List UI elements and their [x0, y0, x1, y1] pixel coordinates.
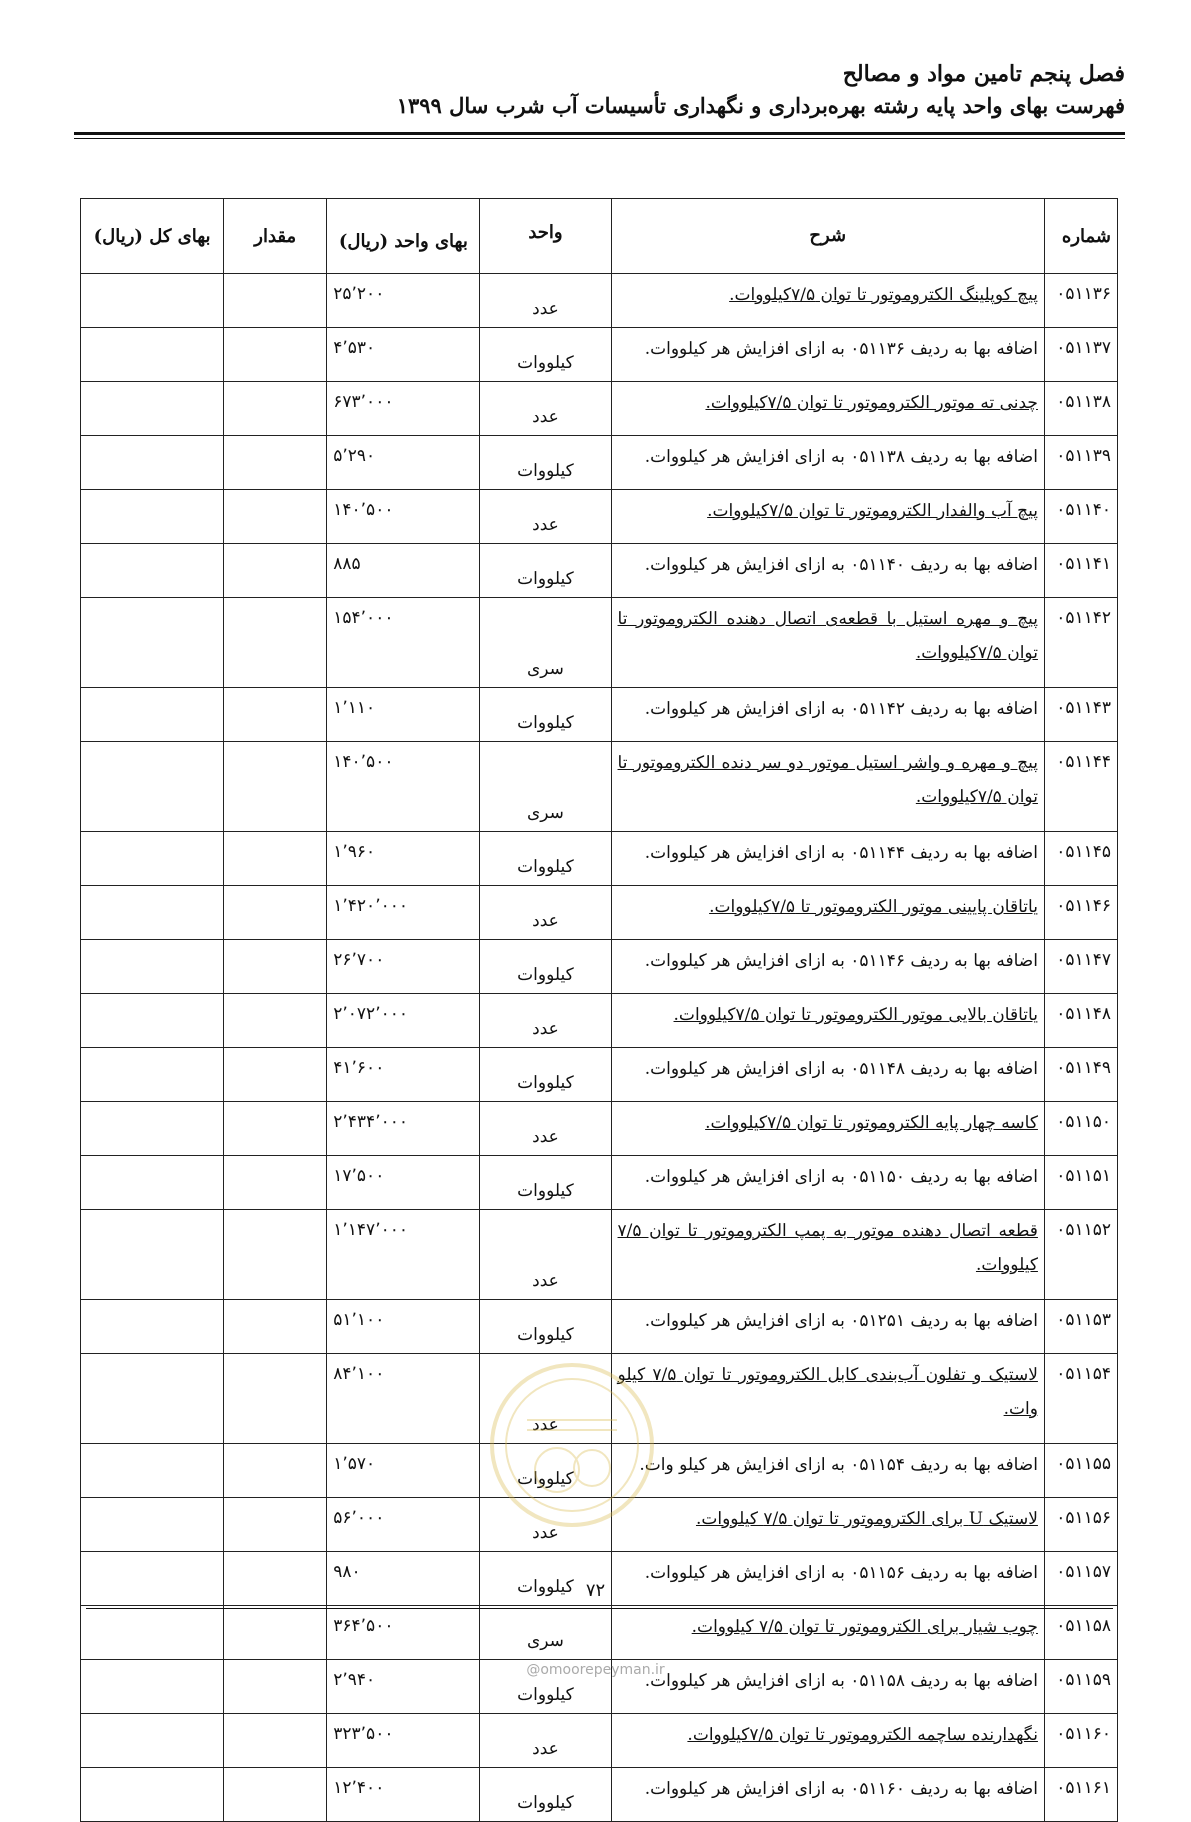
row-unit-text: کیلووات	[517, 569, 574, 589]
row-unit-text: کیلووات	[517, 1469, 574, 1489]
website-watermark: @omoorepeyman.ir	[526, 1662, 665, 1678]
row-unit-price	[327, 598, 480, 688]
row-description	[611, 1156, 1044, 1210]
row-unit-price	[327, 1102, 480, 1156]
row-description	[611, 1714, 1044, 1768]
row-quantity	[224, 1102, 327, 1156]
row-code-text: ۰۵۱۱۵۹	[1056, 1670, 1111, 1690]
row-total-price	[81, 598, 224, 688]
row-total-price	[81, 1102, 224, 1156]
row-total-price	[81, 832, 224, 886]
row-code	[1044, 436, 1117, 490]
table-row	[81, 1714, 1118, 1768]
row-code	[1044, 994, 1117, 1048]
chapter-title: فصل پنجم تامین مواد و مصالح	[842, 61, 1125, 87]
row-unit-price	[327, 1444, 480, 1498]
row-total-price	[81, 994, 224, 1048]
row-unit-text: عدد	[532, 407, 559, 427]
row-unit	[480, 1300, 611, 1354]
row-unit-text: سری	[527, 1631, 564, 1651]
row-quantity	[224, 886, 327, 940]
row-unit-text: کیلووات	[517, 965, 574, 985]
row-unit-price	[327, 1300, 480, 1354]
row-unit-price-text: ۲٬۹۴۰	[333, 1670, 376, 1690]
row-description	[611, 544, 1044, 598]
row-unit	[480, 1714, 611, 1768]
row-unit-price-text: ۲۶٬۷۰۰	[333, 950, 385, 970]
row-code	[1044, 1444, 1117, 1498]
row-unit-price-text: ۸۴٬۱۰۰	[333, 1364, 385, 1384]
row-description	[611, 886, 1044, 940]
row-quantity	[224, 1210, 327, 1300]
header-code: شماره	[1044, 199, 1117, 274]
row-code-text: ۰۵۱۱۴۷	[1056, 950, 1111, 970]
row-code-text: ۰۵۱۱۶۱	[1056, 1778, 1111, 1798]
table-row	[81, 274, 1118, 328]
row-code	[1044, 1606, 1117, 1660]
row-unit	[480, 1048, 611, 1102]
row-description	[611, 274, 1044, 328]
row-total-price	[81, 328, 224, 382]
row-description	[611, 688, 1044, 742]
row-description-text: اضافه بها به ردیف ۰۵۱۱۵۶ به ازای افزایش هر کیلووات.	[644, 1563, 1038, 1583]
row-code-text: ۰۵۱۱۴۶	[1056, 896, 1111, 916]
row-unit-price	[327, 490, 480, 544]
row-description-text: چوب شیار برای الکتروموتور تا توان ۷/۵ کیلووات.	[691, 1617, 1038, 1637]
row-unit	[480, 490, 611, 544]
table-row	[81, 1768, 1118, 1822]
table-row	[81, 490, 1118, 544]
row-description	[611, 382, 1044, 436]
table-row	[81, 544, 1118, 598]
row-description-text: اضافه بها به ردیف ۰۵۱۱۶۰ به ازای افزایش هر کیلووات.	[644, 1779, 1038, 1799]
row-code	[1044, 598, 1117, 688]
row-unit	[480, 1156, 611, 1210]
row-unit	[480, 940, 611, 994]
row-code-text: ۰۵۱۱۳۹	[1056, 446, 1111, 466]
table-row	[81, 1354, 1118, 1444]
header-unit: واحد	[480, 199, 611, 274]
page-number: ۷۲	[585, 1580, 606, 1601]
row-code	[1044, 382, 1117, 436]
row-description-text: کاسه چهار پایه الکتروموتور تا توان ۷/۵کیلووات.	[705, 1113, 1038, 1133]
row-code-text: ۰۵۱۱۴۰	[1056, 500, 1111, 520]
row-unit-text: عدد	[532, 1523, 559, 1543]
table-row	[81, 382, 1118, 436]
row-total-price	[81, 688, 224, 742]
row-description-text: لاستیک U برای الکتروموتور تا توان ۷/۵ کیلووات.	[695, 1509, 1038, 1529]
row-description-text: اضافه بها به ردیف ۰۵۱۲۵۱ به ازای افزایش هر کیلووات.	[644, 1311, 1038, 1331]
row-unit-text: عدد	[532, 911, 559, 931]
table-header-row	[81, 199, 1118, 274]
table-row	[81, 436, 1118, 490]
row-description	[611, 1300, 1044, 1354]
table-row	[81, 1300, 1118, 1354]
row-quantity	[224, 832, 327, 886]
row-description	[611, 436, 1044, 490]
row-unit-text: کیلووات	[517, 1073, 574, 1093]
row-unit-price	[327, 994, 480, 1048]
row-quantity	[224, 274, 327, 328]
row-unit-price-text: ۵٬۲۹۰	[333, 446, 376, 466]
row-code	[1044, 688, 1117, 742]
row-quantity	[224, 1444, 327, 1498]
row-unit	[480, 742, 611, 832]
row-total-price	[81, 1048, 224, 1102]
header-rule-thin	[74, 138, 1125, 139]
row-unit-text: سری	[527, 659, 564, 679]
row-unit-text: عدد	[532, 1739, 559, 1759]
row-description	[611, 1210, 1044, 1300]
table-row	[81, 886, 1118, 940]
row-description-text: قطعه اتصال دهنده موتور به پمپ الکتروموتور تا توان ۷/۵ کیلووات.	[617, 1221, 1038, 1275]
row-description	[611, 1606, 1044, 1660]
row-code	[1044, 1048, 1117, 1102]
row-quantity	[224, 544, 327, 598]
row-total-price	[81, 886, 224, 940]
row-description-text: پیچ کوپلینگ الکتروموتور تا توان ۷/۵کیلووات.	[729, 285, 1038, 305]
row-quantity	[224, 1048, 327, 1102]
row-description	[611, 490, 1044, 544]
row-code-text: ۰۵۱۱۵۵	[1056, 1454, 1111, 1474]
row-unit-price-text: ۱۴۰٬۵۰۰	[333, 752, 394, 772]
row-unit	[480, 436, 611, 490]
row-unit-price-text: ۱٬۱۱۰	[333, 698, 376, 718]
row-code-text: ۰۵۱۱۵۳	[1056, 1310, 1111, 1330]
row-unit-price-text: ۵۶٬۰۰۰	[333, 1508, 385, 1528]
row-quantity	[224, 382, 327, 436]
row-unit	[480, 1498, 611, 1552]
row-unit	[480, 994, 611, 1048]
row-quantity	[224, 1354, 327, 1444]
header-unit-price: بهای واحد (ریال)	[327, 199, 480, 274]
row-code-text: ۰۵۱۱۵۷	[1056, 1562, 1111, 1582]
row-unit-price-text: ۱۷٬۵۰۰	[333, 1166, 385, 1186]
row-unit-price	[327, 1210, 480, 1300]
row-unit-price	[327, 328, 480, 382]
row-code	[1044, 1714, 1117, 1768]
row-description	[611, 940, 1044, 994]
row-code-text: ۰۵۱۱۵۰	[1056, 1112, 1111, 1132]
row-quantity	[224, 490, 327, 544]
row-description	[611, 328, 1044, 382]
row-unit	[480, 274, 611, 328]
header-quantity: مقدار	[224, 199, 327, 274]
row-code	[1044, 274, 1117, 328]
row-unit-text: عدد	[532, 1415, 559, 1435]
row-description	[611, 1048, 1044, 1102]
row-code-text: ۰۵۱۱۵۱	[1056, 1166, 1111, 1186]
row-unit-price-text: ۲٬۴۳۴٬۰۰۰	[333, 1112, 408, 1132]
table-row	[81, 1498, 1118, 1552]
row-unit-text: عدد	[532, 1127, 559, 1147]
table-row	[81, 598, 1118, 688]
row-quantity	[224, 688, 327, 742]
row-description	[611, 832, 1044, 886]
row-unit-price-text: ۳۶۴٬۵۰۰	[333, 1616, 394, 1636]
header-description: شرح	[611, 199, 1044, 274]
row-total-price	[81, 1210, 224, 1300]
row-description-text: پیچ و مهره و واشر استیل موتور دو سر دنده الکتروموتور تا توان ۷/۵کیلووات.	[617, 753, 1038, 807]
row-unit-price-text: ۳۲۳٬۵۰۰	[333, 1724, 394, 1744]
row-unit-price-text: ۱۲٬۴۰۰	[333, 1778, 385, 1798]
row-code	[1044, 490, 1117, 544]
row-unit-text: عدد	[532, 1019, 559, 1039]
row-unit	[480, 382, 611, 436]
row-total-price	[81, 274, 224, 328]
row-description-text: اضافه بها به ردیف ۰۵۱۱۳۶ به ازای افزایش هر کیلووات.	[644, 339, 1038, 359]
row-description-text: اضافه بها به ردیف ۰۵۱۱۴۲ به ازای افزایش هر کیلووات.	[644, 699, 1038, 719]
row-unit-price	[327, 1498, 480, 1552]
row-code	[1044, 1768, 1117, 1822]
row-unit-text: کیلووات	[517, 461, 574, 481]
row-description-text: لاستیک و تفلون آب‌بندی کابل الکتروموتور تا توان ۷/۵ کیلو وات.	[617, 1365, 1038, 1419]
page-header	[74, 58, 1125, 122]
row-unit-price	[327, 832, 480, 886]
row-unit-price-text: ۵۱٬۱۰۰	[333, 1310, 385, 1330]
row-quantity	[224, 1714, 327, 1768]
row-quantity	[224, 1156, 327, 1210]
row-description	[611, 1102, 1044, 1156]
row-description-text: اضافه بها به ردیف ۰۵۱۱۵۴ به ازای افزایش هر کیلو وات.	[639, 1455, 1038, 1475]
row-unit-price	[327, 544, 480, 598]
row-total-price	[81, 544, 224, 598]
row-description-text: نگهدارنده ساچمه الکتروموتور تا توان ۷/۵کیلووات.	[687, 1725, 1038, 1745]
table-row	[81, 1210, 1118, 1300]
row-code	[1044, 328, 1117, 382]
row-total-price	[81, 1768, 224, 1822]
row-unit-price-text: ۱٬۱۴۷٬۰۰۰	[333, 1220, 408, 1240]
row-description	[611, 742, 1044, 832]
row-unit	[480, 1354, 611, 1444]
row-unit-price-text: ۸۸۵	[333, 554, 361, 574]
row-unit-price	[327, 1714, 480, 1768]
row-code-text: ۰۵۱۱۵۶	[1056, 1508, 1111, 1528]
row-quantity	[224, 328, 327, 382]
row-total-price	[81, 1354, 224, 1444]
row-unit	[480, 598, 611, 688]
row-unit-price	[327, 274, 480, 328]
row-unit-price	[327, 382, 480, 436]
row-total-price	[81, 1300, 224, 1354]
row-description-text: اضافه بها به ردیف ۰۵۱۱۴۴ به ازای افزایش هر کیلووات.	[644, 843, 1038, 863]
row-unit-text: عدد	[532, 515, 559, 535]
row-description	[611, 994, 1044, 1048]
table-row	[81, 1444, 1118, 1498]
row-unit-text: سری	[527, 803, 564, 823]
table-row	[81, 742, 1118, 832]
footer-rule	[86, 1608, 1113, 1609]
row-total-price	[81, 1714, 224, 1768]
row-unit-text: عدد	[532, 299, 559, 319]
row-unit	[480, 886, 611, 940]
row-code-text: ۰۵۱۱۶۰	[1056, 1724, 1111, 1744]
table-row	[81, 994, 1118, 1048]
row-code	[1044, 940, 1117, 994]
row-unit-price-text: ۱۴۰٬۵۰۰	[333, 500, 394, 520]
row-description-text: پیچ و مهره استیل با قطعه‌ی اتصال دهنده الکتروموتور تا توان ۷/۵کیلووات.	[617, 609, 1038, 663]
row-code-text: ۰۵۱۱۴۸	[1056, 1004, 1111, 1024]
row-total-price	[81, 940, 224, 994]
row-unit-price-text: ۱۵۴٬۰۰۰	[333, 608, 394, 628]
row-unit-text: عدد	[532, 1271, 559, 1291]
row-code	[1044, 1102, 1117, 1156]
row-total-price	[81, 1606, 224, 1660]
row-quantity	[224, 742, 327, 832]
row-code	[1044, 1300, 1117, 1354]
row-unit-text: کیلووات	[517, 1577, 574, 1597]
row-quantity	[224, 598, 327, 688]
table-row	[81, 688, 1118, 742]
row-quantity	[224, 1606, 327, 1660]
row-unit-price-text: ۶۷۳٬۰۰۰	[333, 392, 394, 412]
document-subtitle: فهرست بهای واحد پایه رشته بهره‌برداری و نگهداری تأسیسات آب شرب سال ۱۳۹۹	[396, 93, 1125, 118]
row-unit	[480, 1444, 611, 1498]
row-description-text: پیچ آب والفدار الکتروموتور تا توان ۷/۵کیلووات.	[707, 501, 1038, 521]
row-quantity	[224, 1768, 327, 1822]
row-unit	[480, 1210, 611, 1300]
row-description-text: اضافه بها به ردیف ۰۵۱۱۵۰ به ازای افزایش هر کیلووات.	[644, 1167, 1038, 1187]
row-unit-text: کیلووات	[517, 1325, 574, 1345]
row-description	[611, 598, 1044, 688]
row-total-price	[81, 1156, 224, 1210]
row-description	[611, 1354, 1044, 1444]
row-quantity	[224, 1498, 327, 1552]
row-quantity	[224, 1300, 327, 1354]
row-total-price	[81, 382, 224, 436]
row-unit-text: کیلووات	[517, 1793, 574, 1813]
row-unit-price	[327, 688, 480, 742]
row-code-text: ۰۵۱۱۵۴	[1056, 1364, 1111, 1384]
row-description-text: اضافه بها به ردیف ۰۵۱۱۵۸ به ازای افزایش هر کیلووات.	[644, 1671, 1038, 1691]
row-code-text: ۰۵۱۱۵۲	[1056, 1220, 1111, 1240]
row-code-text: ۰۵۱۱۴۲	[1056, 608, 1111, 628]
row-description-text: یاتاقان بالایی موتور الکتروموتور تا توان ۷/۵کیلووات.	[673, 1005, 1038, 1025]
row-code-text: ۰۵۱۱۳۷	[1056, 338, 1111, 358]
row-unit-price	[327, 940, 480, 994]
row-unit-price	[327, 1048, 480, 1102]
row-unit-price-text: ۴٬۵۳۰	[333, 338, 376, 358]
row-quantity	[224, 940, 327, 994]
row-unit-price-text: ۹۸۰	[333, 1562, 361, 1582]
row-unit-text: کیلووات	[517, 1181, 574, 1201]
row-code-text: ۰۵۱۱۴۵	[1056, 842, 1111, 862]
header-total-price: بهای کل (ریال)	[81, 199, 224, 274]
table-row	[81, 328, 1118, 382]
row-code-text: ۰۵۱۱۴۹	[1056, 1058, 1111, 1078]
row-code	[1044, 886, 1117, 940]
row-description-text: اضافه بها به ردیف ۰۵۱۱۳۸ به ازای افزایش هر کیلووات.	[644, 447, 1038, 467]
row-total-price	[81, 1444, 224, 1498]
row-description	[611, 1768, 1044, 1822]
row-unit-price-text: ۱٬۹۶۰	[333, 842, 376, 862]
row-unit-price	[327, 1156, 480, 1210]
table-row	[81, 832, 1118, 886]
table-row	[81, 1048, 1118, 1102]
row-unit	[480, 328, 611, 382]
row-unit-price	[327, 1768, 480, 1822]
row-code	[1044, 1354, 1117, 1444]
header-rule-thick	[74, 132, 1125, 135]
row-code-text: ۰۵۱۱۵۸	[1056, 1616, 1111, 1636]
row-unit-price-text: ۱٬۵۷۰	[333, 1454, 376, 1474]
row-total-price	[81, 436, 224, 490]
row-unit-price	[327, 1606, 480, 1660]
row-description-text: چدنی ته موتور الکتروموتور تا توان ۷/۵کیلووات.	[705, 393, 1038, 413]
row-description-text: اضافه بها به ردیف ۰۵۱۱۴۶ به ازای افزایش هر کیلووات.	[644, 951, 1038, 971]
row-code-text: ۰۵۱۱۴۳	[1056, 698, 1111, 718]
row-quantity	[224, 994, 327, 1048]
row-code	[1044, 1210, 1117, 1300]
row-unit-text: کیلووات	[517, 353, 574, 373]
row-description-text: یاتاقان پایینی موتور الکتروموتور تا ۷/۵کیلووات.	[709, 897, 1038, 917]
row-unit	[480, 544, 611, 598]
row-unit	[480, 688, 611, 742]
row-description-text: اضافه بها به ردیف ۰۵۱۱۴۰ به ازای افزایش هر کیلووات.	[644, 555, 1038, 575]
row-unit	[480, 832, 611, 886]
row-code	[1044, 742, 1117, 832]
row-code	[1044, 544, 1117, 598]
row-total-price	[81, 490, 224, 544]
row-unit-text: کیلووات	[517, 713, 574, 733]
table-row	[81, 1606, 1118, 1660]
price-list-table	[80, 198, 1118, 1822]
row-unit-price	[327, 742, 480, 832]
row-code-text: ۰۵۱۱۴۱	[1056, 554, 1111, 574]
row-unit-text: کیلووات	[517, 857, 574, 877]
row-unit-price-text: ۲۵٬۲۰۰	[333, 284, 385, 304]
row-unit-price	[327, 436, 480, 490]
row-code	[1044, 1498, 1117, 1552]
row-unit	[480, 1768, 611, 1822]
row-description	[611, 1498, 1044, 1552]
table-row	[81, 940, 1118, 994]
row-description-text: اضافه بها به ردیف ۰۵۱۱۴۸ به ازای افزایش هر کیلووات.	[644, 1059, 1038, 1079]
row-unit-price-text: ۴۱٬۶۰۰	[333, 1058, 385, 1078]
row-unit-price-text: ۱٬۴۲۰٬۰۰۰	[333, 896, 408, 916]
row-code-text: ۰۵۱۱۳۸	[1056, 392, 1111, 412]
table-row	[81, 1156, 1118, 1210]
row-code-text: ۰۵۱۱۴۴	[1056, 752, 1111, 772]
row-unit-price	[327, 1354, 480, 1444]
row-code-text: ۰۵۱۱۳۶	[1056, 284, 1111, 304]
row-unit	[480, 1606, 611, 1660]
row-quantity	[224, 436, 327, 490]
row-unit-price-text: ۲٬۰۷۲٬۰۰۰	[333, 1004, 408, 1024]
row-total-price	[81, 1498, 224, 1552]
row-code	[1044, 1156, 1117, 1210]
row-total-price	[81, 742, 224, 832]
row-code	[1044, 832, 1117, 886]
row-unit-price	[327, 886, 480, 940]
row-description	[611, 1444, 1044, 1498]
table-row	[81, 1102, 1118, 1156]
row-unit-text: کیلووات	[517, 1685, 574, 1705]
row-unit	[480, 1102, 611, 1156]
